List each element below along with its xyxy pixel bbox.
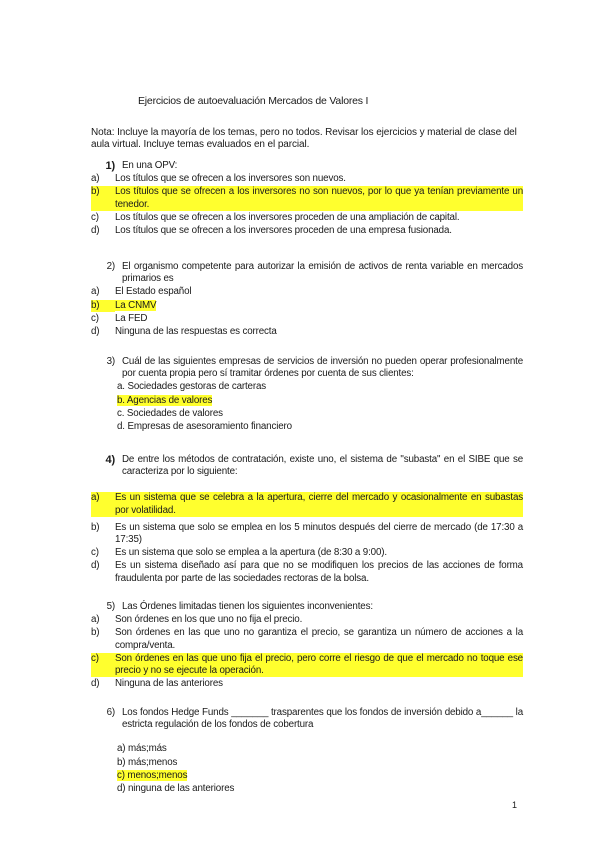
option-a-highlighted: a) Es un sistema que se celebra a la apertura, cierre del mercado y ocasionalmente en subastas por volatilidad. (91, 492, 523, 516)
question-1 (91, 160, 523, 237)
option-b: b) Son órdenes en las que uno no garantiza el precio, se garantiza un número de acciones a la compra/venta. (91, 627, 523, 651)
option-c-highlighted: c) Son órdenes en las que uno fija el precio, pero corre el riesgo de que el mercado no toque ese precio y no se ejecute la operación. (91, 652, 523, 677)
question-number: 2) (106, 261, 115, 272)
option-b: b) Es un sistema que solo se emplea en los 5 minutos después del cierre de mercado (de 17:30 a 17:35) (91, 521, 523, 546)
option-d: d. Empresas de asesoramiento financiero (117, 421, 292, 433)
question-2 (91, 261, 523, 338)
question-6 (91, 707, 523, 795)
question-3 (91, 356, 523, 433)
option-c: c) Es un sistema que solo se emplea a la apertura (de 8:30 a 9:00). (91, 547, 387, 559)
option-c: c) La FED (91, 312, 148, 324)
option-a: a) Son órdenes en los que uno no fija el precio. (91, 614, 303, 626)
question-5 (91, 601, 523, 690)
option-d: d) Los títulos que se ofrecen a los inversores proceden de una empresa fusionada. (91, 225, 452, 237)
option-b-highlighted: b. Agencias de valores (117, 394, 213, 406)
option-a: a) más;más (117, 743, 167, 755)
note-paragraph: Nota: Incluye la mayoría de los temas, pero no todos. Revisar los ejercicios y material de clase del aula virtual. Incluye temas evaluados en el parcial. (91, 127, 517, 150)
option-c: c) Los títulos que se ofrecen a los inversores proceden de una ampliación de capital. (91, 211, 460, 223)
question-4 (91, 454, 523, 585)
question-stem: Cuál de las siguientes empresas de servicios de inversión no pueden operar profesionalmente por cuenta propia pero sí tramitar órdenes por cuenta de sus clientes: (122, 356, 523, 380)
question-number: 1) (105, 160, 115, 172)
option-d: d) Ninguna de las respuestas es correcta (91, 326, 277, 338)
option-c: c. Sociedades de valores (117, 407, 223, 419)
question-number: 4) (105, 454, 115, 466)
document-title: Ejercicios de autoevaluación Mercados de Valores I (138, 95, 369, 107)
option-c-highlighted: c) menos;menos (117, 769, 188, 781)
option-b-highlighted: b) Los títulos que se ofrecen a los inversores no son nuevos, por lo que ya tenían previamente un tenedor. (91, 186, 523, 210)
page-number: 1 (512, 800, 518, 810)
option-a: a) Los títulos que se ofrecen a los inversores son nuevos. (91, 173, 346, 185)
question-number: 6) (106, 707, 115, 718)
question-stem: Los fondos Hedge Funds _______ trasparentes que los fondos de inversión debido a______ la estricta regulación de los fondos de cobertura (122, 707, 523, 731)
option-a: a. Sociedades gestoras de carteras (117, 381, 267, 393)
question-stem: De entre los métodos de contratación, existe uno, el sistema de "subasta" en el SIBE que se caracteriza por lo siguiente: (122, 454, 523, 478)
question-stem: El organismo competente para autorizar la emisión de activos de renta variable en mercados primarios es (122, 261, 523, 285)
question-number: 3) (106, 356, 115, 367)
question-number: 5) (106, 601, 115, 612)
option-d: d) Es un sistema diseñado así para que no se modifiquen los precios de las acciones de forma fraudulenta por parte de las sociedades rectoras de la bolsa. (91, 560, 523, 584)
option-d: d) Ninguna de las anteriores (91, 678, 223, 690)
option-b-highlighted: b) La CNMV (91, 299, 157, 311)
option-d: d) ninguna de las anteriores (117, 783, 235, 795)
option-b: b) más;menos (117, 756, 178, 768)
question-stem: Las Órdenes limitadas tienen los siguientes inconvenientes: (122, 601, 373, 612)
option-a: a) El Estado español (91, 286, 192, 298)
question-stem: En una OPV: (122, 160, 178, 171)
